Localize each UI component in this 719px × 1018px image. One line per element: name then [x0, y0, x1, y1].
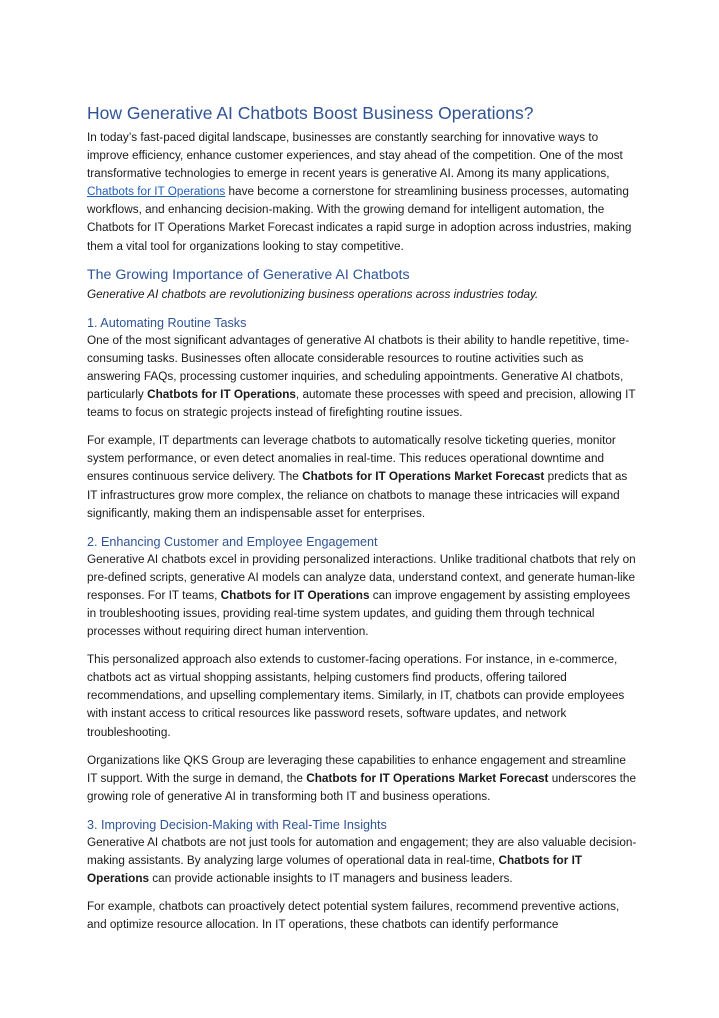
- bold-term: Chatbots for IT Operations: [87, 854, 583, 886]
- automating-paragraph-2: [87, 432, 637, 522]
- bold-term: Chatbots for IT Operations: [147, 388, 296, 402]
- decision-paragraph-2: For example, chatbots can proactively detect potential system failures, recommend preventive actions, and optimize resource allocation. In IT operations, these chatbots can identify performance: [87, 900, 620, 932]
- text-run: One of the most significant advantages of generative AI chatbots is their ability to handle repetitive, time-consuming tasks. Businesses often allocate considerable resources to routine activities such as answering FAQs, processing customer inquiries, and scheduling appointments. Generative AI chatbots, particularly: [87, 333, 630, 402]
- text-run: Organizations like QKS Group are leveraging these capabilities to enhance engagement and streamline IT support. With the surge in demand, the: [87, 753, 626, 785]
- subsection-heading-automating: 1. Automating Routine Tasks: [87, 315, 247, 330]
- text-run: underscores the growing role of generative AI in transforming both IT and business operations.: [87, 771, 636, 803]
- subsection-heading-engagement: 2. Enhancing Customer and Employee Engagement: [87, 534, 378, 549]
- subsection-heading-decision-making: 3. Improving Decision-Making with Real-Time Insights: [87, 817, 387, 832]
- engagement-paragraph-2: This personalized approach also extends to customer-facing operations. For instance, in e-commerce, chatbots act as virtual shopping assistants, helping customers find products, offering tailored recommendations, and upselling complementary items. Similarly, in IT, chatbots can provide employees with instant access to critical resources like password resets, software updates, and network troubleshooting.: [87, 653, 625, 739]
- text-run: Generative AI chatbots are not just tools for automation and engagement; they are also valuable decision-making assistants. By analyzing large volumes of operational data in real-time,: [87, 835, 637, 867]
- page-title: How Generative AI Chatbots Boost Business Operations?: [87, 103, 534, 123]
- engagement-paragraph-1: [87, 551, 637, 641]
- section-subtitle: Generative AI chatbots are revolutionizing business operations across industries today.: [87, 287, 539, 301]
- intro-paragraph: [87, 129, 637, 256]
- intro-text-before-link: In today’s fast-paced digital landscape, businesses are constantly searching for innovative ways to improve efficiency, enhance customer experiences, and stay ahead of the competition. One of the most transformative technologies to emerge in recent years is generative AI. Among its many applications,: [87, 131, 623, 181]
- text-run: , automate these processes with speed and precision, allowing IT teams to focus on strategic projects instead of firefighting routine issues.: [87, 388, 636, 420]
- intro-text-after-link: have become a cornerstone for streamlining business processes, automating workflows, and enhancing decision-making. With the growing demand for intelligent automation, the Chatbots for IT Operations Market Forecast indicates a rapid surge in adoption across industries, making them a vital tool for organizations looking to stay competitive.: [87, 185, 632, 253]
- bold-term: Chatbots for IT Operations Market Forecast: [302, 470, 545, 484]
- bold-term: Chatbots for IT Operations: [220, 588, 370, 602]
- automating-paragraph-1: [87, 332, 637, 422]
- section-heading: The Growing Importance of Generative AI Chatbots: [87, 266, 410, 283]
- decision-paragraph-1: [87, 834, 637, 888]
- text-run: can improve engagement by assisting employees in troubleshooting issues, providing real-time system updates, and guiding them through technical processes without requiring direct human intervention.: [87, 588, 631, 639]
- chatbots-for-it-operations-link[interactable]: Chatbots for IT Operations: [87, 185, 226, 199]
- text-run: can provide actionable insights to IT managers and business leaders.: [149, 872, 513, 886]
- text-run: Generative AI chatbots excel in providing personalized interactions. Unlike traditional chatbots that rely on pre-defined scripts, generative AI models can analyze data, understand context, and generate human-like responses. For IT teams,: [87, 552, 636, 602]
- bold-term: Chatbots for IT Operations Market Forecast: [306, 771, 549, 785]
- engagement-paragraph-3: [87, 752, 637, 806]
- text-run: For example, IT departments can leverage chatbots to automatically resolve ticketing queries, monitor system performance, or even detect anomalies in real-time. This reduces operational downtime and ensures continuous service delivery. The: [87, 434, 616, 484]
- text-run: predicts that as IT infrastructures grow more complex, the reliance on chatbots to manage these intricacies will expand significantly, making them an indispensable asset for enterprises.: [87, 470, 628, 520]
